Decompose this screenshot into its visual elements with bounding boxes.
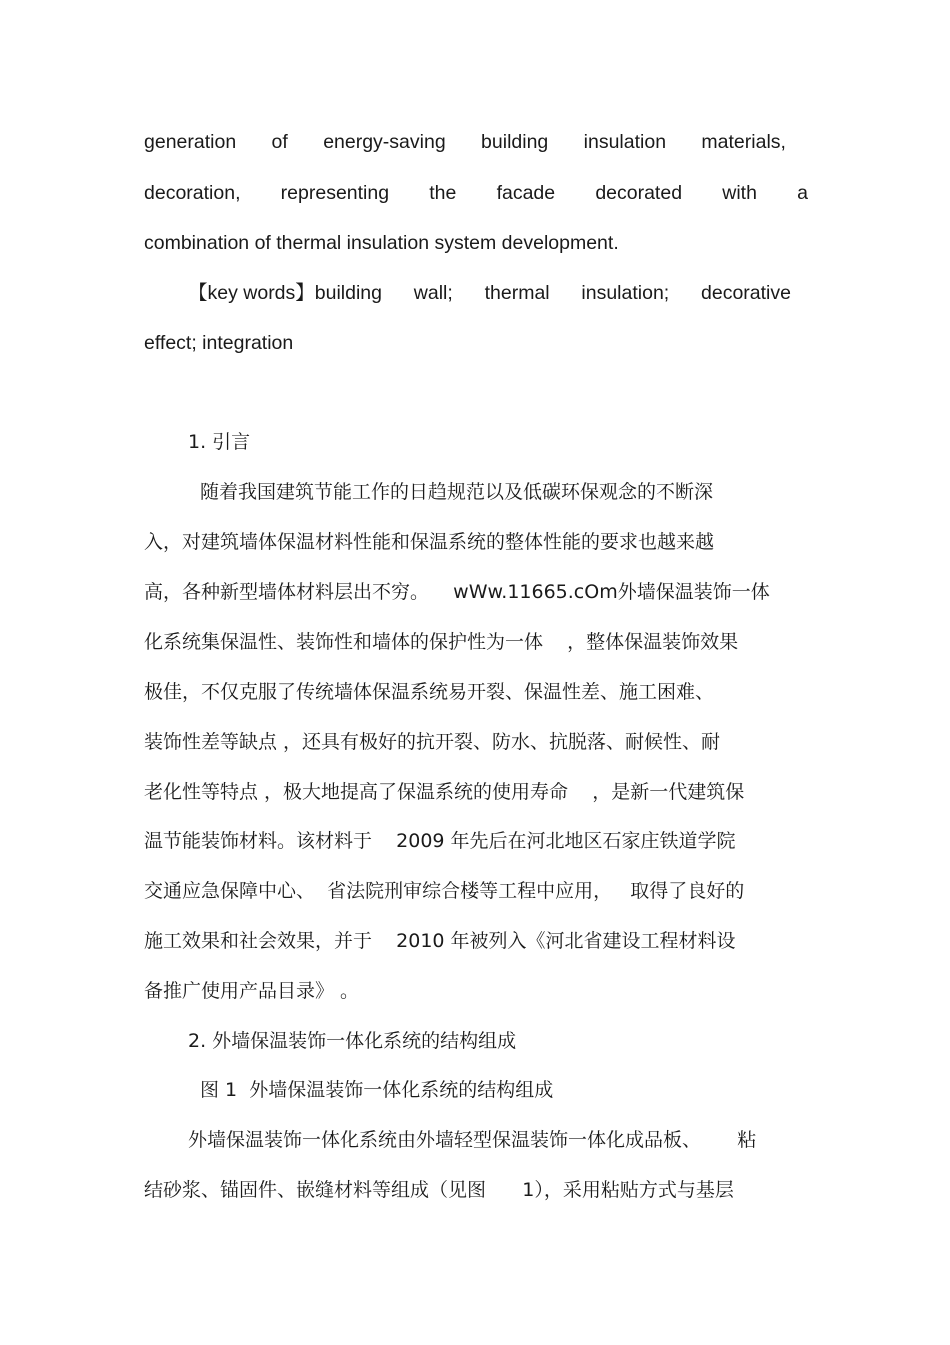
paragraph-line: 结砂浆、锚固件、嵌缝材料等组成（见图 1），采用粘贴方式与基层 (144, 1179, 734, 1201)
abstract-line-1 (144, 130, 808, 154)
paragraph-line: 高，各种新型墙体材料层出不穷。 wWw.11665.cOm外墙保温装饰一体 (144, 581, 770, 603)
figure-caption: 图 1 外墙保温装饰一体化系统的结构组成 (200, 1079, 554, 1101)
keywords-label: 【key words】building (188, 282, 383, 304)
paragraph-line: 外墙保温装饰一体化系统由外墙轻型保温装饰一体化成品板、 粘 (188, 1129, 757, 1151)
abstract-line-2 (144, 181, 808, 205)
word: energy-saving (323, 131, 446, 153)
paragraph-line: 化系统集保温性、装饰性和墙体的保护性为一体 ，整体保温装饰效果 (144, 631, 739, 653)
word: of (271, 131, 288, 153)
section-1-heading: 1. 引言 (188, 431, 251, 453)
word: the (429, 182, 457, 204)
section-2-heading: 2. 外墙保温装饰一体化系统的结构组成 (188, 1030, 517, 1052)
abstract-line-3: combination of thermal insulation system development. (144, 232, 619, 254)
word: decorated (595, 182, 683, 204)
word: wall; (413, 282, 453, 304)
word: building (481, 131, 549, 153)
paragraph-line: 备推广使用产品目录》 。 (144, 980, 360, 1002)
word: generation (144, 131, 237, 153)
word: insulation; (581, 282, 670, 304)
word: decorative (701, 282, 791, 304)
paragraph-line: 施工效果和社会效果，并于 2010 年被列入《河北省建设工程材料设 (144, 930, 736, 952)
paragraph-line: 入，对建筑墙体保温材料性能和保温系统的整体性能的要求也越来越 (144, 531, 715, 553)
paragraph-line: 老化性等特点 ，极大地提高了保温系统的使用寿命 ，是新一代建筑保 (144, 781, 745, 803)
word: materials, (701, 131, 786, 153)
paragraph-line: 随着我国建筑节能工作的日趋规范以及低碳环保观念的不断深 (200, 481, 714, 503)
word: representing (280, 182, 390, 204)
word: facade (496, 182, 556, 204)
keywords-line-1 (188, 281, 791, 305)
paragraph-line: 交通应急保障中心、 省法院刑审综合楼等工程中应用， 取得了良好的 (144, 880, 745, 902)
word: insulation (583, 131, 667, 153)
word: thermal (484, 282, 550, 304)
word: decoration, (144, 182, 241, 204)
word: a (797, 182, 808, 204)
paragraph-line: 装饰性差等缺点 ，还具有极好的抗开裂、防水、抗脱落、耐候性、耐 (144, 731, 721, 753)
paragraph-line: 温节能装饰材料。该材料于 2009 年先后在河北地区石家庄铁道学院 (144, 830, 736, 852)
keywords-line-2: effect; integration (144, 332, 294, 354)
paragraph-line: 极佳，不仅克服了传统墙体保温系统易开裂、保温性差、施工困难、 (144, 681, 715, 703)
word: with (722, 182, 757, 204)
